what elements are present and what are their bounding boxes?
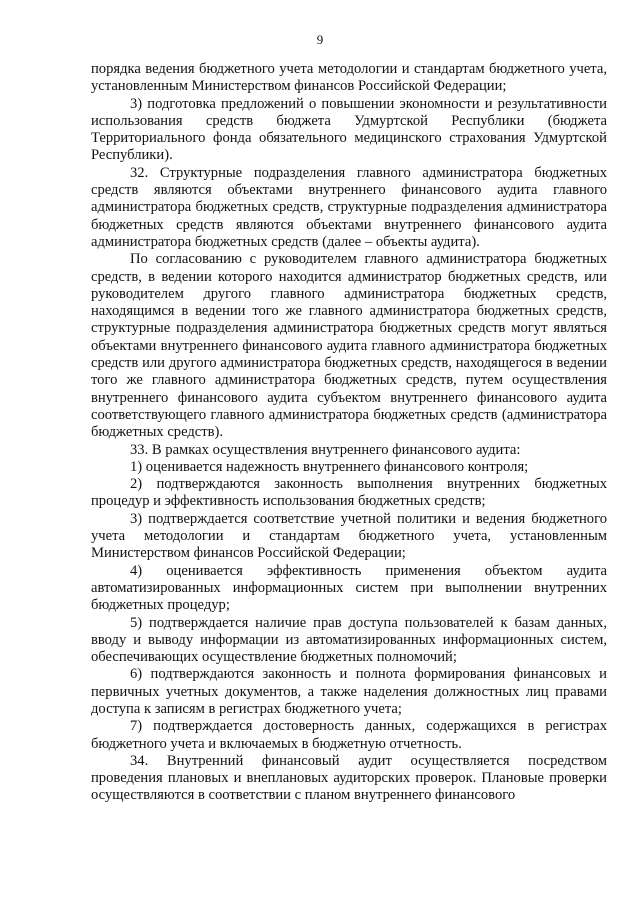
paragraph: По согласованию с руководителем главного администратора бюджетных средств, в ведении которого находится администратор бюджетных средств, или руководителем другого главного администратора бюджетных средств, находящимся в ведении того же главного администратора бюджетных средств, структурные подразделения администратора бюджетных средств могут являться объектами внутреннего финансового аудита главного администратора бюджетных средств или другого администратора бюджетных средств, находящегося в ведении того же главного администратора бюджетных средств, путем осуществления внутреннего финансового аудита субъектом внутреннего финансового аудита соответствующего главного администратора бюджетных средств (администратора бюджетных средств). xyxy=(91,251,607,441)
list-item: 1) оценивается надежность внутреннего финансового контроля; xyxy=(130,458,529,475)
paragraph: 33. В рамках осуществления внутреннего финансового аудита: xyxy=(130,441,521,458)
list-item: 6) подтверждаются законность и полнота формирования финансовых и первичных учетных документов, а также наделения должностных лиц правами доступа к записям в регистрах бюджетного учета; xyxy=(91,666,607,717)
page-number: 9 xyxy=(316,32,324,47)
list-item: 4) оценивается эффективность применения объектом аудита автоматизированных информационных систем при выполнении внутренних бюджетных процедур; xyxy=(91,562,607,614)
list-item: 7) подтверждается достоверность данных, содержащихся в регистрах бюджетного учета и включаемых в бюджетную отчетность. xyxy=(91,718,607,752)
list-item: 3) подтверждается соответствие учетной политики и ведения бюджетного учета методологии и стандартам бюджетного учета, установленным Министерством финансов Российской Федерации; xyxy=(91,510,607,562)
document-body xyxy=(91,61,607,805)
paragraph: 32. Структурные подразделения главного администратора бюджетных средств являются объектами внутреннего финансового аудита главного администратора бюджетных средств, структурные подразделения администратора бюджетных средств являются объектами внутреннего финансового аудита администратора бюджетных средств (далее – объекты аудита). xyxy=(91,164,607,250)
list-item: 5) подтверждается наличие прав доступа пользователей к базам данных, вводу и выводу информации из автоматизированных информационных систем, обеспечивающих осуществление бюджетных полномочий; xyxy=(91,614,607,666)
list-item: 2) подтверждаются законность выполнения внутренних бюджетных процедур и эффективность использования бюджетных средств; xyxy=(91,476,607,510)
paragraph: 34. Внутренний финансовый аудит осуществляется посредством проведения плановых и внеплановых аудиторских проверок. Плановые проверки осуществляются в соответствии с планом внутреннего финансового xyxy=(91,752,607,804)
paragraph: 3) подготовка предложений о повышении экономности и результативности использования средств бюджета Удмуртской Республики (бюджета Территориального фонда обязательного медицинского страхования Удмуртской Республики). xyxy=(91,95,607,164)
paragraph: порядка ведения бюджетного учета методологии и стандартам бюджетного учета, установленным Министерством финансов Российской Федерации; xyxy=(91,61,607,95)
